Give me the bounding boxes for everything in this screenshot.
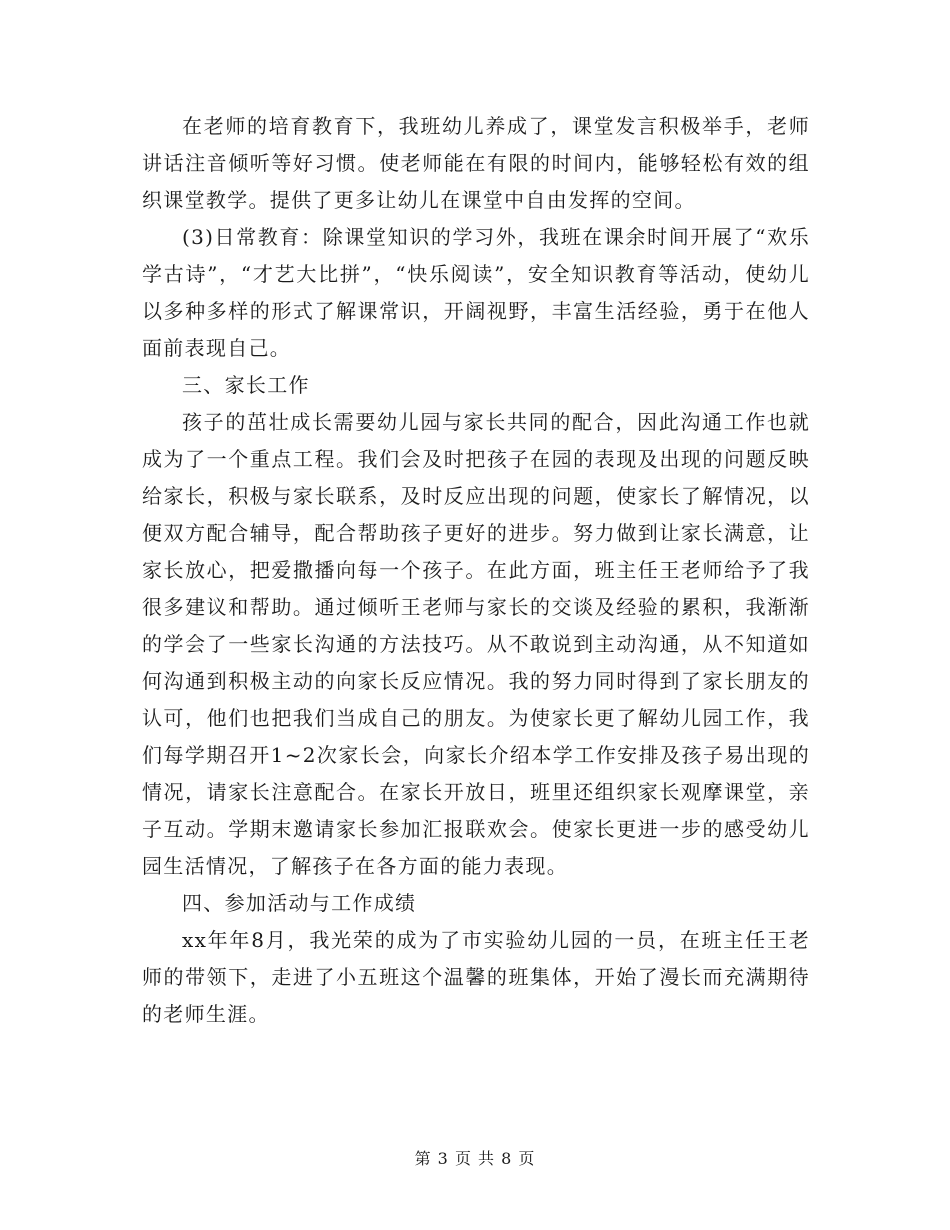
paragraph-activities: xx年年8月，我光荣的成为了市实验幼儿园的一员，在班主任王老师的带领下，走进了小五班这个温馨的班集体，开始了漫长而充满期待的老师生涯。	[142, 928, 810, 1026]
paragraph-daily-education: (3)日常教育：除课堂知识的学习外，我班在课余时间开展了“欢乐学古诗”，“才艺大比拼”，“快乐阅读”，安全知识教育等活动，使幼儿以多种多样的形式了解课常识，开阔视野，丰富生活经验，勇于在他人面前表现自己。	[142, 225, 810, 360]
section-heading-activities: 四、参加活动与工作成绩	[182, 891, 417, 915]
paragraph-parent-work: 孩子的茁壮成长需要幼儿园与家长共同的配合，因此沟通工作也就成为了一个重点工程。我们会及时把孩子在园的表现及出现的问题反映给家长，积极与家长联系，及时反应出现的问题，使家长了解情况，以便双方配合辅导，配合帮助孩子更好的进步。努力做到让家长满意，让家长放心，把爱撒播向每一个孩子。在此方面，班主任王老师给予了我很多建议和帮助。通过倾听王老师与家长的交谈及经验的累积，我渐渐的学会了一些家长沟通的方法技巧。从不敢说到主动沟通，从不知道如何沟通到积极主动的向家长反应情况。我的努力同时得到了家长朋友的认可，他们也把我们当成自己的朋友。为使家长更了解幼儿园工作，我们每学期召开1~2次家长会，向家长介绍本学工作安排及孩子易出现的情况，请家长注意配合。在家长开放日，班里还组织家长观摩课堂，亲子互动。学期末邀请家长参加汇报联欢会。使家长更进一步的感受幼儿园生活情况，了解孩子在各方面的能力表现。	[142, 410, 810, 878]
paragraph-classroom-habits: 在老师的培育教育下，我班幼儿养成了，课堂发言积极举手，老师讲话注音倾听等好习惯。使老师能在有限的时间内，能够轻松有效的组织课堂教学。提供了更多让幼儿在课堂中自由发挥的空间。	[142, 114, 810, 212]
section-heading-parent-work: 三、家长工作	[182, 373, 310, 397]
page-number-footer: 第 3 页 共 8 页	[414, 1149, 536, 1168]
document-body	[142, 108, 810, 1033]
